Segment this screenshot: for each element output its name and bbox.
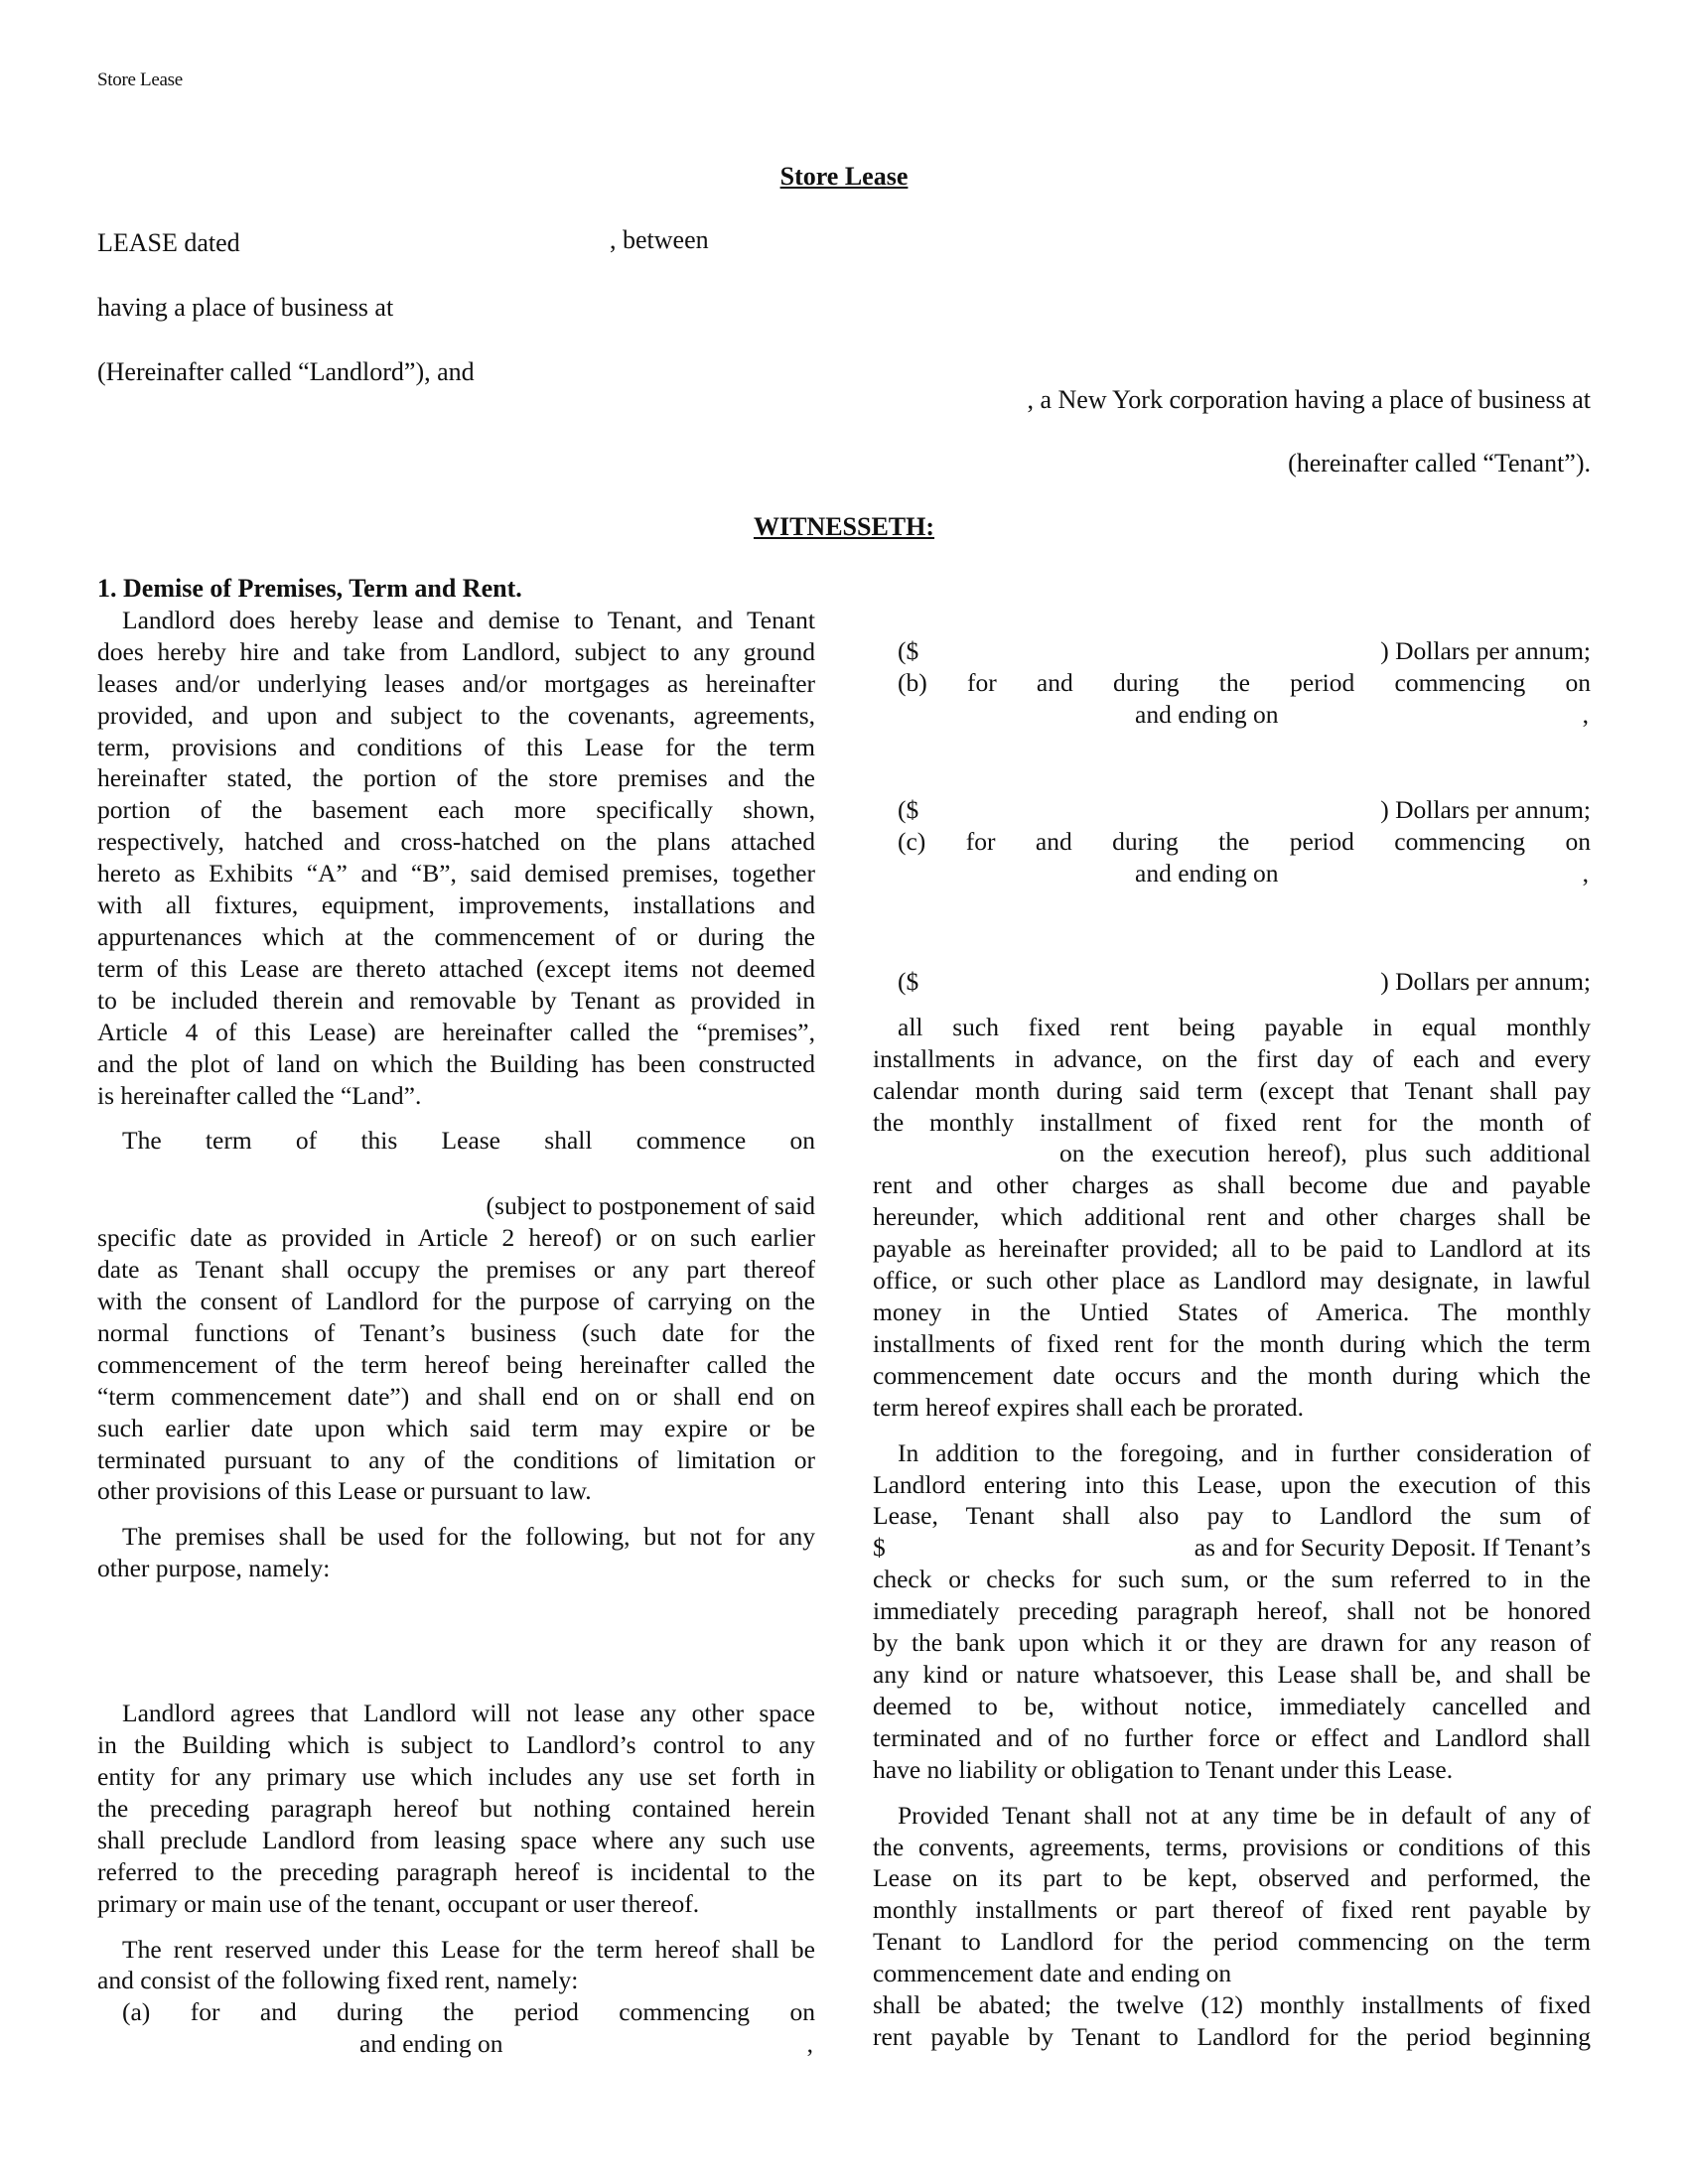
rent-amount-line-2 — [873, 794, 1591, 826]
text-line: Tenant to Landlord for the period commencing on the term — [873, 1927, 1591, 1957]
text-line: entity for any primary use which includes any use set forth in — [97, 1762, 815, 1791]
item-c-ending-line — [873, 858, 1591, 889]
witnesseth-heading: WITNESSETH: — [753, 512, 935, 541]
text-line: rent and other charges as shall become due and payable — [873, 1170, 1591, 1200]
word: during — [1112, 826, 1179, 856]
dollar-open: ($ — [898, 966, 919, 996]
word: commencing — [619, 1997, 751, 2027]
term-commence-line — [97, 1125, 815, 1157]
text-line: referred to the preceding paragraph hereof is incidental to the — [97, 1856, 815, 1886]
lease-dated-label: LEASE dated — [97, 228, 240, 257]
landlord-label: (Hereinafter called “Landlord”), and — [97, 357, 475, 386]
text-line: by the bank upon which it or they are drawn for any reason of — [873, 1628, 1591, 1658]
text-line: Article 4 of this Lease) are hereinafter called the “premises”, — [97, 1017, 815, 1046]
text-line: the preceding paragraph hereof but nothing contained herein — [97, 1793, 815, 1823]
right-column — [873, 635, 1591, 2053]
word: commencing — [1394, 668, 1526, 697]
rent-amount-line-3 — [873, 966, 1591, 998]
text-line: installments of fixed rent for the month during which the term — [873, 1328, 1591, 1358]
text-line: payable as hereinafter provided; all to be paid to Landlord at its — [873, 1234, 1591, 1264]
text-line: respectively, hatched and cross-hatched on the plans attached — [97, 827, 815, 857]
text-line: terminated and of no further force or effect and Landlord shall — [873, 1722, 1591, 1752]
word: and — [1036, 668, 1073, 697]
text-line: provided, and upon and subject to the covenants, agreements, — [97, 700, 815, 730]
text-line: have no liability or obligation to Tenant under this Lease. — [873, 1754, 1454, 1784]
text-line: Landlord agrees that Landlord will not lease any other space — [122, 1699, 815, 1728]
text-line: The premises shall be used for the following, but not for any — [122, 1522, 815, 1552]
text-line: “term commencement date”) and shall end on or shall end on — [97, 1381, 815, 1411]
text-line: commencement date and ending on — [873, 1959, 1232, 1988]
text-line: hereinafter stated, the portion of the store premises and the — [97, 763, 815, 793]
text-line: such earlier date upon which said term may expire or be — [97, 1413, 815, 1442]
word: (b) — [898, 668, 927, 697]
item-a-line — [97, 1996, 815, 2028]
text-line: shall be abated; the twelve (12) monthly installments of fixed — [873, 1990, 1591, 2020]
word: of — [295, 1126, 318, 1156]
text-line: term of this Lease are thereto attached (except items not deemed — [97, 953, 815, 983]
word: period — [1290, 668, 1355, 697]
text-line: monthly installments or part thereof of fixed rent payable by — [873, 1895, 1591, 1925]
word: on — [1565, 668, 1591, 697]
text-line: with all fixtures, equipment, improvements, installations and — [97, 890, 815, 920]
postponement-line: (subject to postponement of said — [486, 1191, 815, 1221]
text-line: with the consent of Landlord for the purpose of carrying on the — [97, 1287, 815, 1316]
word: for — [966, 668, 997, 697]
word: Lease — [441, 1126, 501, 1156]
text-line: normal functions of Tenant’s business (such date for the — [97, 1317, 815, 1347]
text-line: term, provisions and conditions of this Lease for the term — [97, 732, 815, 761]
and-ending-on: and ending on — [1135, 858, 1279, 887]
word: and — [259, 1997, 297, 2027]
text-line: Landlord does hereby lease and demise to Tenant, and Tenant — [122, 605, 815, 634]
word: period — [513, 1997, 579, 2027]
dollar-sign: $ — [873, 1533, 886, 1563]
dollars-per-annum: ) Dollars per annum; — [1380, 794, 1591, 824]
between-label: , between — [610, 225, 709, 254]
text-line: deemed to be, without notice, immediately cancelled and — [873, 1691, 1591, 1720]
dollars-per-annum: ) Dollars per annum; — [1380, 966, 1591, 996]
text-line: Lease, Tenant shall also pay to Landlord the sum of — [873, 1501, 1591, 1531]
word: term — [205, 1126, 252, 1156]
word: the — [1218, 826, 1250, 856]
comma: , — [1582, 699, 1589, 729]
text-line: In addition to the foregoing, and in further consideration of — [898, 1437, 1591, 1467]
text-line: the monthly installment of fixed rent for the month of — [873, 1107, 1591, 1137]
text-line: all such fixed rent being payable in equal monthly — [898, 1012, 1591, 1041]
text-line: other purpose, namely: — [97, 1554, 331, 1583]
item-a-ending-line — [97, 2028, 815, 2060]
text-line: leases and/or underlying leases and/or mortgages as hereinafter — [97, 668, 815, 698]
text-line: and the plot of land on which the Building has been constructed — [97, 1048, 815, 1078]
word: the — [1218, 668, 1250, 697]
item-b-ending-line — [873, 699, 1591, 731]
text-line: shall preclude Landlord from leasing space where any such use — [97, 1825, 815, 1854]
document-title: Store Lease — [779, 162, 909, 191]
text-line: to be included therein and removable by Tenant as provided in — [97, 985, 815, 1015]
text-line: on the execution hereof), plus such additional — [1059, 1139, 1591, 1168]
rent-amount-line-1 — [873, 635, 1591, 667]
item-b-line — [873, 667, 1591, 699]
tenant-label: (hereinafter called “Tenant”). — [1288, 449, 1591, 478]
text-line: in the Building which is subject to Landlord’s control to any — [97, 1730, 815, 1760]
word: for — [965, 826, 996, 856]
text-line: term hereof expires shall each be prorated. — [873, 1392, 1304, 1422]
text-line: any kind or nature whatsoever, this Lease shall be, and shall be — [873, 1660, 1591, 1690]
word: during — [337, 1997, 403, 2027]
corporation-label: , a New York corporation having a place of business at — [1027, 385, 1591, 414]
text-line: Lease on its part to be kept, observed and performed, the — [873, 1863, 1591, 1893]
text-line: terminated pursuant to any of the conditions of limitation or — [97, 1444, 815, 1474]
dollar-open: ($ — [898, 636, 919, 665]
text-line: Provided Tenant shall not at any time be in default of any of — [898, 1800, 1591, 1830]
comma: , — [806, 2029, 813, 2059]
text-line: check or checks for such sum, or the sum referred to in the — [873, 1565, 1591, 1594]
text-line: hereto as Exhibits “A” and “B”, said demised premises, together — [97, 859, 815, 888]
word: shall — [544, 1126, 593, 1156]
security-deposit-text: as and for Security Deposit. If Tenant’s — [1194, 1533, 1591, 1563]
text-line: installments in advance, on the first day of each and every — [873, 1043, 1591, 1073]
text-line: is hereinafter called the “Land”. — [97, 1080, 422, 1110]
text-line: does hereby hire and take from Landlord, subject to any ground — [97, 636, 815, 666]
text-line: The rent reserved under this Lease for the term hereof shall be — [122, 1934, 815, 1964]
place-of-business-label: having a place of business at — [97, 293, 394, 322]
word: on — [1565, 826, 1591, 856]
and-ending-on: and ending on — [1135, 699, 1279, 729]
text-line: specific date as provided in Article 2 hereof) or on such earlier — [97, 1223, 815, 1253]
text-line: Landlord entering into this Lease, upon the execution of this — [873, 1469, 1591, 1499]
text-line: the convents, agreements, terms, provisions or conditions of this — [873, 1832, 1591, 1861]
text-line: appurtenances which at the commencement of or during the — [97, 921, 815, 951]
text-line: rent payable by Tenant to Landlord for the period beginning — [873, 2022, 1591, 2051]
word: on — [789, 1997, 815, 2027]
word: The — [122, 1126, 162, 1156]
word: (a) — [122, 1997, 151, 2027]
text-line: calendar month during said term (except that Tenant shall pay — [873, 1075, 1591, 1105]
section-heading: 1. Demise of Premises, Term and Rent. — [97, 574, 522, 603]
text-line: immediately preceding paragraph hereof, shall not be honored — [873, 1596, 1591, 1626]
text-line: primary or main use of the tenant, occupant or user thereof. — [97, 1888, 700, 1918]
item-c-line — [873, 826, 1591, 858]
word: on — [789, 1126, 815, 1156]
word: the — [443, 1997, 475, 2027]
and-ending-on: and ending on — [359, 2029, 503, 2059]
text-line: other provisions of this Lease or pursuant to law. — [97, 1476, 592, 1506]
text-line: hereunder, which additional rent and other charges shall be — [873, 1202, 1591, 1232]
text-line: portion of the basement each more specifically shown, — [97, 795, 815, 825]
security-deposit-line — [873, 1532, 1591, 1564]
paragraph-demise-lines — [97, 605, 815, 1112]
dollars-per-annum: ) Dollars per annum; — [1380, 636, 1591, 665]
word: for — [190, 1997, 220, 2027]
text-line: commencement of the term hereof being hereinafter called the — [97, 1349, 815, 1379]
word: commencing — [1394, 826, 1526, 856]
text-line: and consist of the following fixed rent, namely: — [97, 1966, 579, 1995]
text-line: date as Tenant shall occupy the premises or any part thereof — [97, 1255, 815, 1285]
word: during — [1112, 668, 1180, 697]
word: and — [1035, 826, 1072, 856]
word: this — [360, 1126, 398, 1156]
page-header: Store Lease — [97, 69, 183, 90]
word: commence — [635, 1126, 747, 1156]
word: period — [1289, 826, 1354, 856]
text-line: office, or such other place as Landlord may designate, in lawful — [873, 1266, 1591, 1296]
comma: , — [1582, 858, 1589, 887]
text-line: commencement date occurs and the month during which the — [873, 1360, 1591, 1390]
left-column — [97, 573, 815, 2060]
word: (c) — [898, 826, 926, 856]
text-line: money in the Untied States of America. The monthly — [873, 1297, 1591, 1326]
dollar-open: ($ — [898, 794, 919, 824]
